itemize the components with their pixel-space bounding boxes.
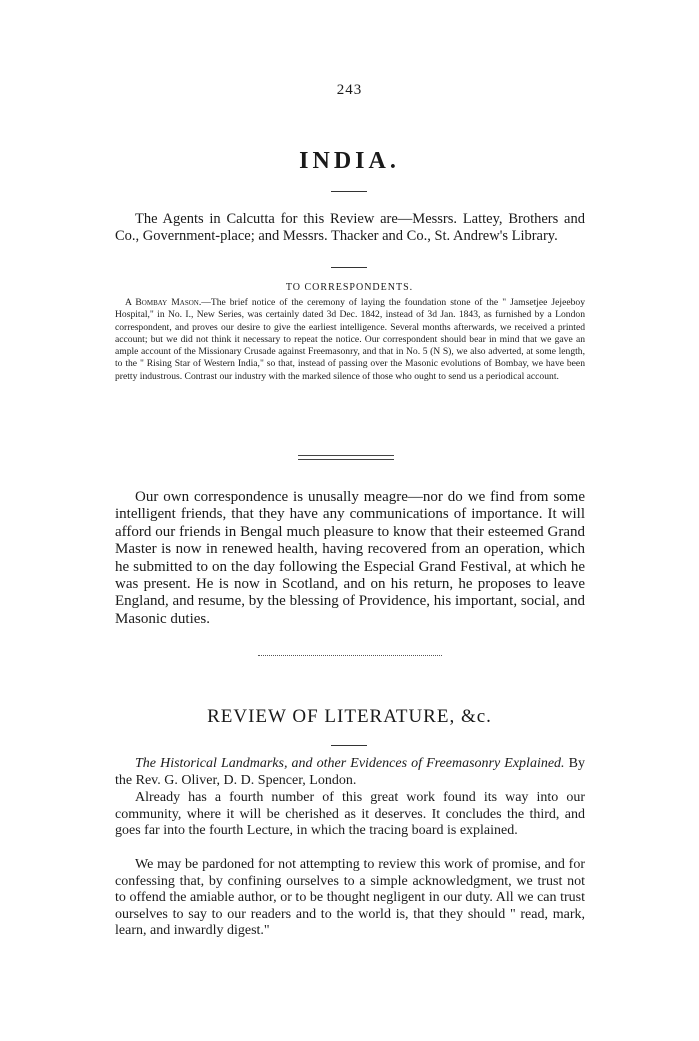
title-rule — [331, 191, 367, 192]
correspondents-heading: TO CORRESPONDENTS. — [285, 282, 414, 293]
book-title: The Historical Landmarks, and other Evidences of Freemasonry Explained. — [135, 756, 565, 771]
notice-body: —The brief notice of the ceremony of laying the foundation stone of the " Jamsetjee Jejeeboy Hospital," in No. I., New Series, was certainly dated 3d Dec. 1842, instead of 3d Jan. 1843, as furnished by a London correspondent, and proves our desire to give the earliest intelligence. Several months afterwards, we received a printed account; but we did not think it necessary to repeat the notice. Our correspondent should bear in mind that we gave an ample account of the Missionary Crusade against Freemasonry, and that in No. 5 (N S), we also adverted, at some length, to the " Rising Star of Western India," so that, instead of passing over the Masonic evolutions of Bombay, we have been pretty industrous. Contrast our industry with the marked silence of those who ought to send us a periodical account. — [115, 297, 585, 382]
review-paragraph-1: Already has a fourth number of this great work found its way into our community, where it will be cherished as it deserves. It concludes the third, and goes far into the fourth Lecture, in which the tracing board is explained. — [115, 790, 585, 839]
dotted-divider — [258, 655, 442, 656]
section-divider — [298, 455, 394, 460]
book-author: By the Rev. G. Oliver, D. D. Spencer, London. — [115, 756, 585, 788]
agents-paragraph: The Agents in Calcutta for this Review are—Messrs. Lattey, Brothers and Co., Government-place; and Messrs. Thacker and Co., St. Andrew's Library. — [115, 211, 585, 244]
section-title-india: INDIA. — [299, 148, 400, 174]
review-book-entry — [115, 756, 585, 789]
review-paragraph-2: We may be pardoned for not attempting to review this work of promise, and for confessing that, by confining ourselves to a simple acknowledgment, we trust not to offend the amiable author, or to be thought negligent in our duty. All we can trust ourselves to say to our readers and to the world is, that they should " read, mark, learn, and inwardly digest." — [115, 857, 585, 939]
review-rule — [331, 745, 367, 746]
notice-lead: A Bombay Mason. — [125, 297, 202, 308]
review-title: REVIEW OF LITERATURE, &c. — [207, 706, 492, 727]
page-number: 243 — [336, 82, 363, 98]
correspondents-notice — [115, 297, 585, 383]
correspondence-paragraph: Our own correspondence is unusally meagre—nor do we find from some intelligent friends, that they have any communications of importance. It will afford our friends in Bengal much pleasure to know that their esteemed Grand Master is now in renewed health, having recovered from an operation, which he submitted to on the day following the Especial Grand Festival, at which he was present. He is now in Scotland, and on his return, he proposes to leave England, and resume, by the blessing of Providence, his important, social, and Masonic duties. — [115, 489, 585, 627]
agents-rule — [331, 267, 367, 268]
